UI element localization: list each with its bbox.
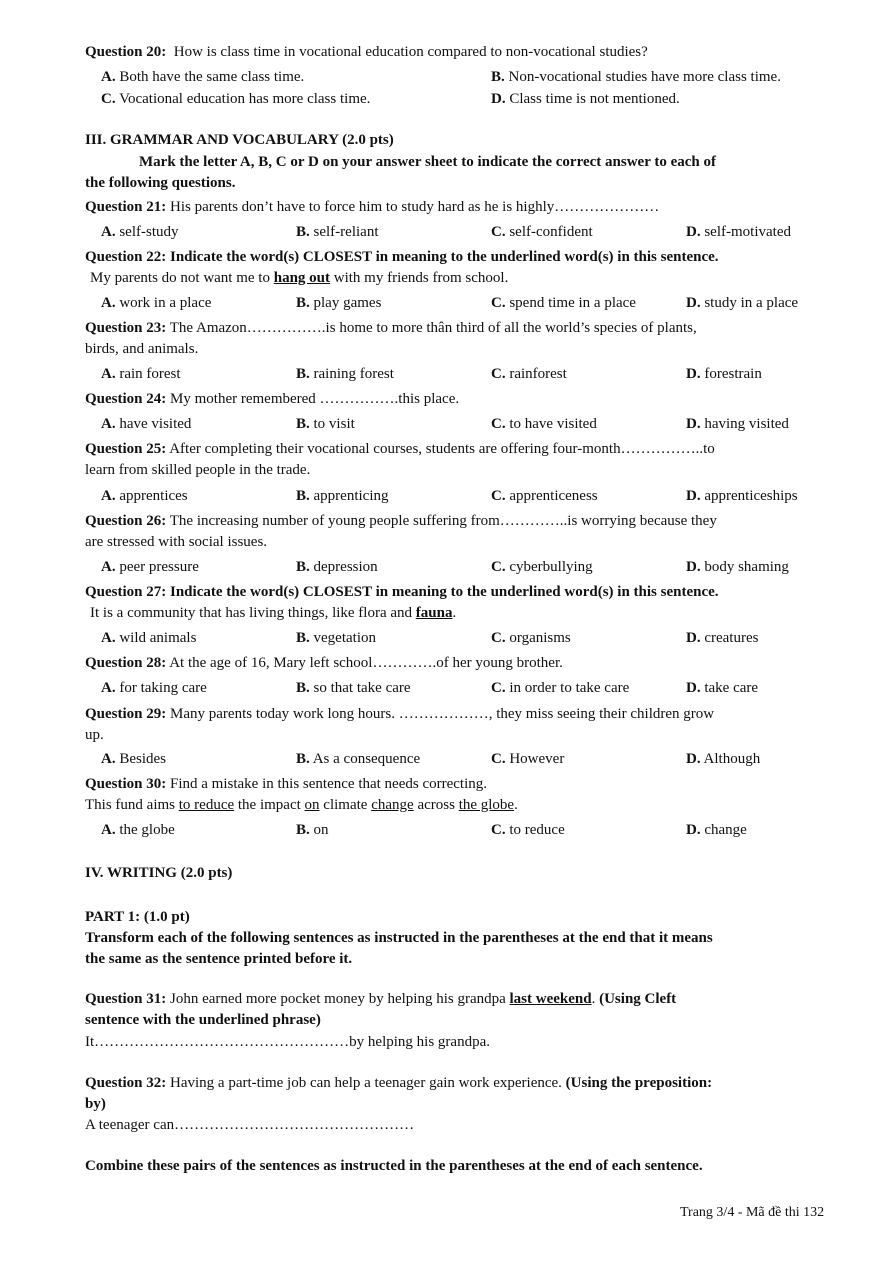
- option-a[interactable]: A. the globe: [101, 822, 175, 838]
- question-26: Question 26: The increasing number of young people suffering from…………..is worrying because they: [85, 513, 717, 529]
- answer-line[interactable]: A teenager can…………………………………………: [85, 1117, 415, 1133]
- question-29: Question 29: Many parents today work long hours. ………………, they miss seeing their children grow: [85, 706, 715, 722]
- question-sentence: It is a community that has living things, like flora and fauna.: [90, 605, 457, 621]
- option-a[interactable]: A. wild animals: [101, 630, 197, 646]
- option-c[interactable]: C. cyberbullying: [491, 559, 593, 575]
- option-c[interactable]: C. organisms: [491, 630, 571, 646]
- answer-line[interactable]: It……………………………………………by helping his grandpa.: [85, 1034, 490, 1050]
- option-d[interactable]: D. forestrain: [686, 366, 762, 382]
- question-30: Question 30: Find a mistake in this sentence that needs correcting.: [85, 776, 488, 792]
- option-a[interactable]: A. Both have the same class time.: [101, 69, 305, 85]
- question-31: Question 31: John earned more pocket money by helping his grandpa last weekend. (Using Cleft: [85, 991, 677, 1007]
- section-title: IV. WRITING (2.0 pts): [85, 865, 233, 881]
- option-c[interactable]: C. apprenticeness: [491, 488, 598, 504]
- section-title: III. GRAMMAR AND VOCABULARY (2.0 pts): [85, 132, 394, 148]
- question-22: Question 22: Indicate the word(s) CLOSEST in meaning to the underlined word(s) in this sentence.: [85, 249, 719, 265]
- option-b[interactable]: B. As a consequence: [296, 751, 421, 767]
- question-label: Question 20:: [85, 44, 167, 60]
- option-c[interactable]: C. spend time in a place: [491, 295, 636, 311]
- option-a[interactable]: A. peer pressure: [101, 559, 199, 575]
- option-b[interactable]: B. vegetation: [296, 630, 376, 646]
- question-32: Question 32: Having a part-time job can help a teenager gain work experience. (Using the preposition:: [85, 1075, 713, 1091]
- option-d[interactable]: D. Class time is not mentioned.: [491, 91, 680, 107]
- section-instruction-cont: the following questions.: [85, 175, 236, 191]
- option-a[interactable]: A. for taking care: [101, 680, 207, 696]
- option-c[interactable]: C. self-confident: [491, 224, 593, 240]
- question-24: Question 24: My mother remembered …………….this place.: [85, 391, 460, 407]
- option-d[interactable]: D. change: [686, 822, 747, 838]
- part-instruction: Transform each of the following sentences as instructed in the parentheses at the end that it means: [85, 930, 713, 946]
- question-hint-cont: sentence with the underlined phrase): [85, 1012, 321, 1028]
- question-25: Question 25: After completing their vocational courses, students are offering four-month……………..to: [85, 441, 715, 457]
- option-b[interactable]: B. raining forest: [296, 366, 394, 382]
- option-d[interactable]: D. take care: [686, 680, 759, 696]
- page-footer: Trang 3/4 - Mã đề thi 132: [680, 1205, 825, 1220]
- option-c[interactable]: C. in order to take care: [491, 680, 630, 696]
- question-23: Question 23: The Amazon…………….is home to more thân third of all the world’s species of plants,: [85, 320, 697, 336]
- option-d[interactable]: D. study in a place: [686, 295, 799, 311]
- question-27: Question 27: Indicate the word(s) CLOSEST in meaning to the underlined word(s) in this sentence.: [85, 584, 719, 600]
- option-b[interactable]: B. to visit: [296, 416, 355, 432]
- question-28: Question 28: At the age of 16, Mary left school………….of her young brother.: [85, 655, 563, 671]
- question-text-cont: up.: [85, 727, 104, 743]
- option-b[interactable]: B. play games: [296, 295, 382, 311]
- option-d[interactable]: D. creatures: [686, 630, 759, 646]
- option-a[interactable]: A. Besides: [101, 751, 167, 767]
- part-instruction-cont: the same as the sentence printed before it.: [85, 951, 353, 967]
- option-b[interactable]: B. Non-vocational studies have more class time.: [491, 69, 781, 85]
- option-d[interactable]: D. self-motivated: [686, 224, 791, 240]
- option-b[interactable]: B. self-reliant: [296, 224, 379, 240]
- option-d[interactable]: D. Although: [686, 751, 761, 767]
- option-a[interactable]: A. self-study: [101, 224, 179, 240]
- question-sentence: This fund aims to reduce the impact on climate change across the globe.: [85, 797, 518, 813]
- option-a[interactable]: A. work in a place: [101, 295, 212, 311]
- question-text-cont: learn from skilled people in the trade.: [85, 462, 311, 478]
- option-b[interactable]: B. so that take care: [296, 680, 411, 696]
- option-b[interactable]: B. on: [296, 822, 329, 838]
- combine-instruction: Combine these pairs of the sentences as instructed in the parentheses at the end of each sentence.: [85, 1158, 703, 1174]
- option-c[interactable]: C. However: [491, 751, 565, 767]
- option-c[interactable]: C. to reduce: [491, 822, 565, 838]
- option-a[interactable]: A. have visited: [101, 416, 192, 432]
- option-d[interactable]: D. apprenticeships: [686, 488, 798, 504]
- option-b[interactable]: B. apprenticing: [296, 488, 389, 504]
- question-text: How is class time in vocational education compared to non-vocational studies?: [173, 44, 648, 60]
- option-a[interactable]: A. rain forest: [101, 366, 181, 382]
- question-20: [85, 43, 648, 61]
- option-a[interactable]: A. apprentices: [101, 488, 188, 504]
- option-d[interactable]: D. having visited: [686, 416, 789, 432]
- option-d[interactable]: D. body shaming: [686, 559, 789, 575]
- question-text-cont: are stressed with social issues.: [85, 534, 268, 550]
- option-c[interactable]: C. rainforest: [491, 366, 567, 382]
- question-text-cont: birds, and animals.: [85, 341, 199, 357]
- part-title: PART 1: (1.0 pt): [85, 909, 190, 925]
- option-c[interactable]: C. to have visited: [491, 416, 597, 432]
- section-instruction: Mark the letter A, B, C or D on your answer sheet to indicate the correct answer to each of: [139, 154, 716, 170]
- question-21: Question 21: His parents don’t have to force him to study hard as he is highly…………………: [85, 199, 660, 215]
- option-b[interactable]: B. depression: [296, 559, 378, 575]
- option-c[interactable]: C. Vocational education has more class time.: [101, 91, 371, 107]
- question-hint-cont: by): [85, 1096, 106, 1112]
- question-sentence: My parents do not want me to hang out with my friends from school.: [90, 270, 509, 286]
